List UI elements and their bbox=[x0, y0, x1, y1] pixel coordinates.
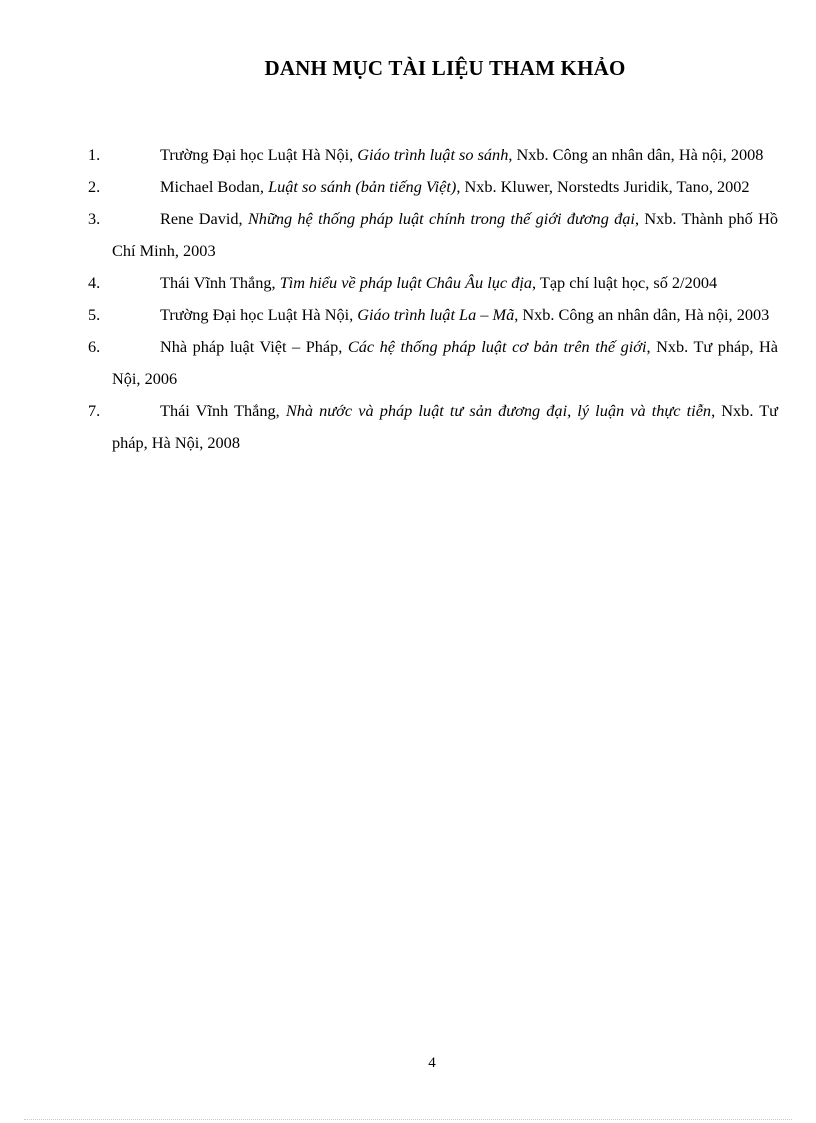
reference-details: , Tạp chí luật học, số 2/2004 bbox=[532, 273, 718, 292]
reference-item bbox=[88, 331, 778, 395]
reference-author: Nhà pháp luật Việt – Pháp, bbox=[160, 337, 348, 356]
reference-number: 4. bbox=[88, 273, 101, 292]
reference-item bbox=[88, 395, 778, 459]
reference-number: 2. bbox=[88, 177, 101, 196]
reference-item bbox=[88, 139, 778, 171]
reference-details: , Nxb. Thành phố Hồ Chí Minh, 2003 bbox=[112, 209, 778, 260]
page-title: DANH MỤC TÀI LIỆU THAM KHẢO bbox=[264, 56, 626, 80]
reference-number: 7. bbox=[88, 401, 101, 420]
reference-details: , Nxb. Kluwer, Norstedts Juridik, Tano, 2002 bbox=[456, 177, 750, 196]
reference-author: Thái Vĩnh Thắng, bbox=[160, 401, 286, 420]
reference-author: Thái Vĩnh Thắng, bbox=[160, 273, 280, 292]
reference-number: 6. bbox=[88, 337, 101, 356]
reference-number: 3. bbox=[88, 209, 101, 228]
reference-author: Trường Đại học Luật Hà Nội, bbox=[160, 145, 358, 164]
reference-details: , Nxb. Tư pháp, Hà Nội, 2006 bbox=[112, 337, 778, 388]
reference-item bbox=[88, 267, 778, 299]
reference-author: Trường Đại học Luật Hà Nội bbox=[160, 305, 350, 324]
reference-title: Các hệ thống pháp luật cơ bản trên thế giới bbox=[347, 337, 647, 356]
page-number: 4 bbox=[428, 1055, 436, 1071]
reference-item bbox=[88, 171, 778, 203]
reference-details: , Nxb. Công an nhân dân, Hà nội, 2003 bbox=[514, 305, 770, 324]
reference-number: 1. bbox=[88, 145, 101, 164]
reference-author: Rene David, bbox=[160, 209, 248, 228]
reference-title: , Luật so sánh (bản tiếng Việt) bbox=[259, 177, 457, 196]
reference-details: , Nxb. Công an nhân dân, Hà nội, 2008 bbox=[508, 145, 764, 164]
reference-item bbox=[88, 203, 778, 267]
reference-author: Michael Bodan bbox=[160, 177, 260, 196]
reference-title: Những hệ thống pháp luật chính trong thế giới đương đại bbox=[247, 209, 635, 228]
reference-list bbox=[88, 139, 778, 459]
reference-title: , Giáo trình luật La – Mã bbox=[349, 305, 515, 324]
reference-title: Tìm hiểu về pháp luật Châu Âu lục địa bbox=[279, 273, 533, 292]
reference-item bbox=[88, 299, 778, 331]
page-bottom-divider bbox=[24, 1119, 792, 1120]
reference-title: Nhà nước và pháp luật tư sản đương đại, lý luận và thực tiễn bbox=[285, 401, 712, 420]
reference-title: Giáo trình luật so sánh bbox=[357, 145, 509, 164]
reference-details: , Nxb. Tư pháp, Hà Nội, 2008 bbox=[112, 401, 778, 452]
reference-number: 5. bbox=[88, 305, 101, 324]
